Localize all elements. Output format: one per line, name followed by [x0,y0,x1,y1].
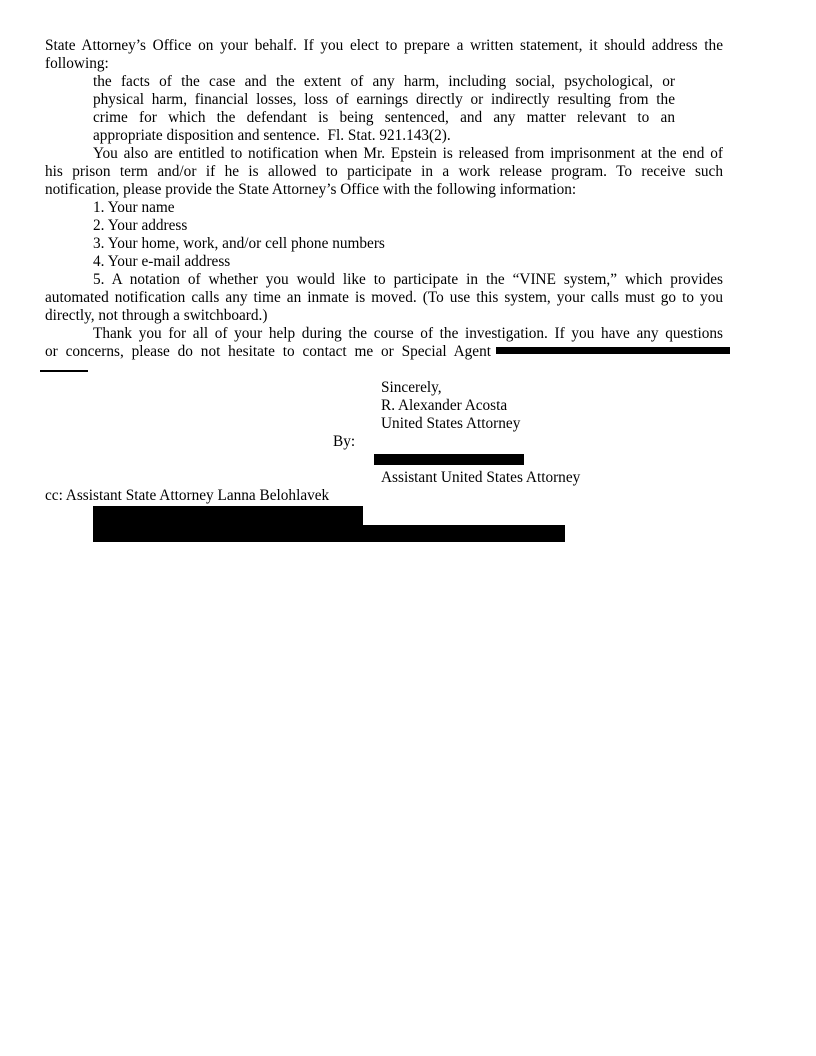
list-item-name: 1. Your name [93,199,175,216]
item5-line-2: automated notification calls any time an inmate is moved. (To use this system, your calls must go to you [45,289,723,306]
list-item-phone: 3. Your home, work, and/or cell phone numbers [93,235,385,252]
closing: Sincerely, [381,379,442,396]
signer-title: Assistant United States Attorney [381,469,581,486]
list-item-address: 2. Your address [93,217,188,234]
cc-line: cc: Assistant State Attorney Lanna Belohlavek [45,487,330,504]
notification-line-2: his prison term and/or if he is allowed to participate in a work release program. To receive such [45,163,723,180]
thanks-line-2: or concerns, please do not hesitate to contact me or Special Agent [45,343,491,360]
list-item-email: 4. Your e-mail address [93,253,231,270]
by-label: By: [333,433,356,450]
redaction-bar-cc-2 [93,525,565,542]
notification-line-1: You also are entitled to notification when Mr. Epstein is released from imprisonment at the end of [93,145,723,162]
redaction-strike-phone [40,370,88,372]
intro-line-2: following: [45,55,109,72]
intro-line-1: State Attorney’s Office on your behalf. If you elect to prepare a written statement, it should address the [45,37,723,54]
redaction-bar-cc-1 [93,506,363,525]
signatory-title: United States Attorney [381,415,521,432]
quote-line-2: physical harm, financial losses, loss of earnings directly or indirectly resulting from the [93,91,675,108]
thanks-line-1: Thank you for all of your help during the course of the investigation. If you have any questions [93,325,723,342]
item5-line-1: 5. A notation of whether you would like to participate in the “VINE system,” which provides [93,271,723,288]
notification-line-3: notification, please provide the State Attorney’s Office with the following information: [45,181,577,198]
signatory-name: R. Alexander Acosta [381,397,508,414]
redaction-bar-agent-contact [496,347,730,354]
redaction-bar-signer [374,454,524,465]
item5-line-3: directly, not through a switchboard.) [45,307,268,324]
quote-line-4: appropriate disposition and sentence. Fl. Stat. 921.143(2). [93,127,451,144]
quote-line-1: the facts of the case and the extent of any harm, including social, psychological, or [93,73,675,90]
quote-line-3: crime for which the defendant is being sentenced, and any matter relevant to an [93,109,675,126]
